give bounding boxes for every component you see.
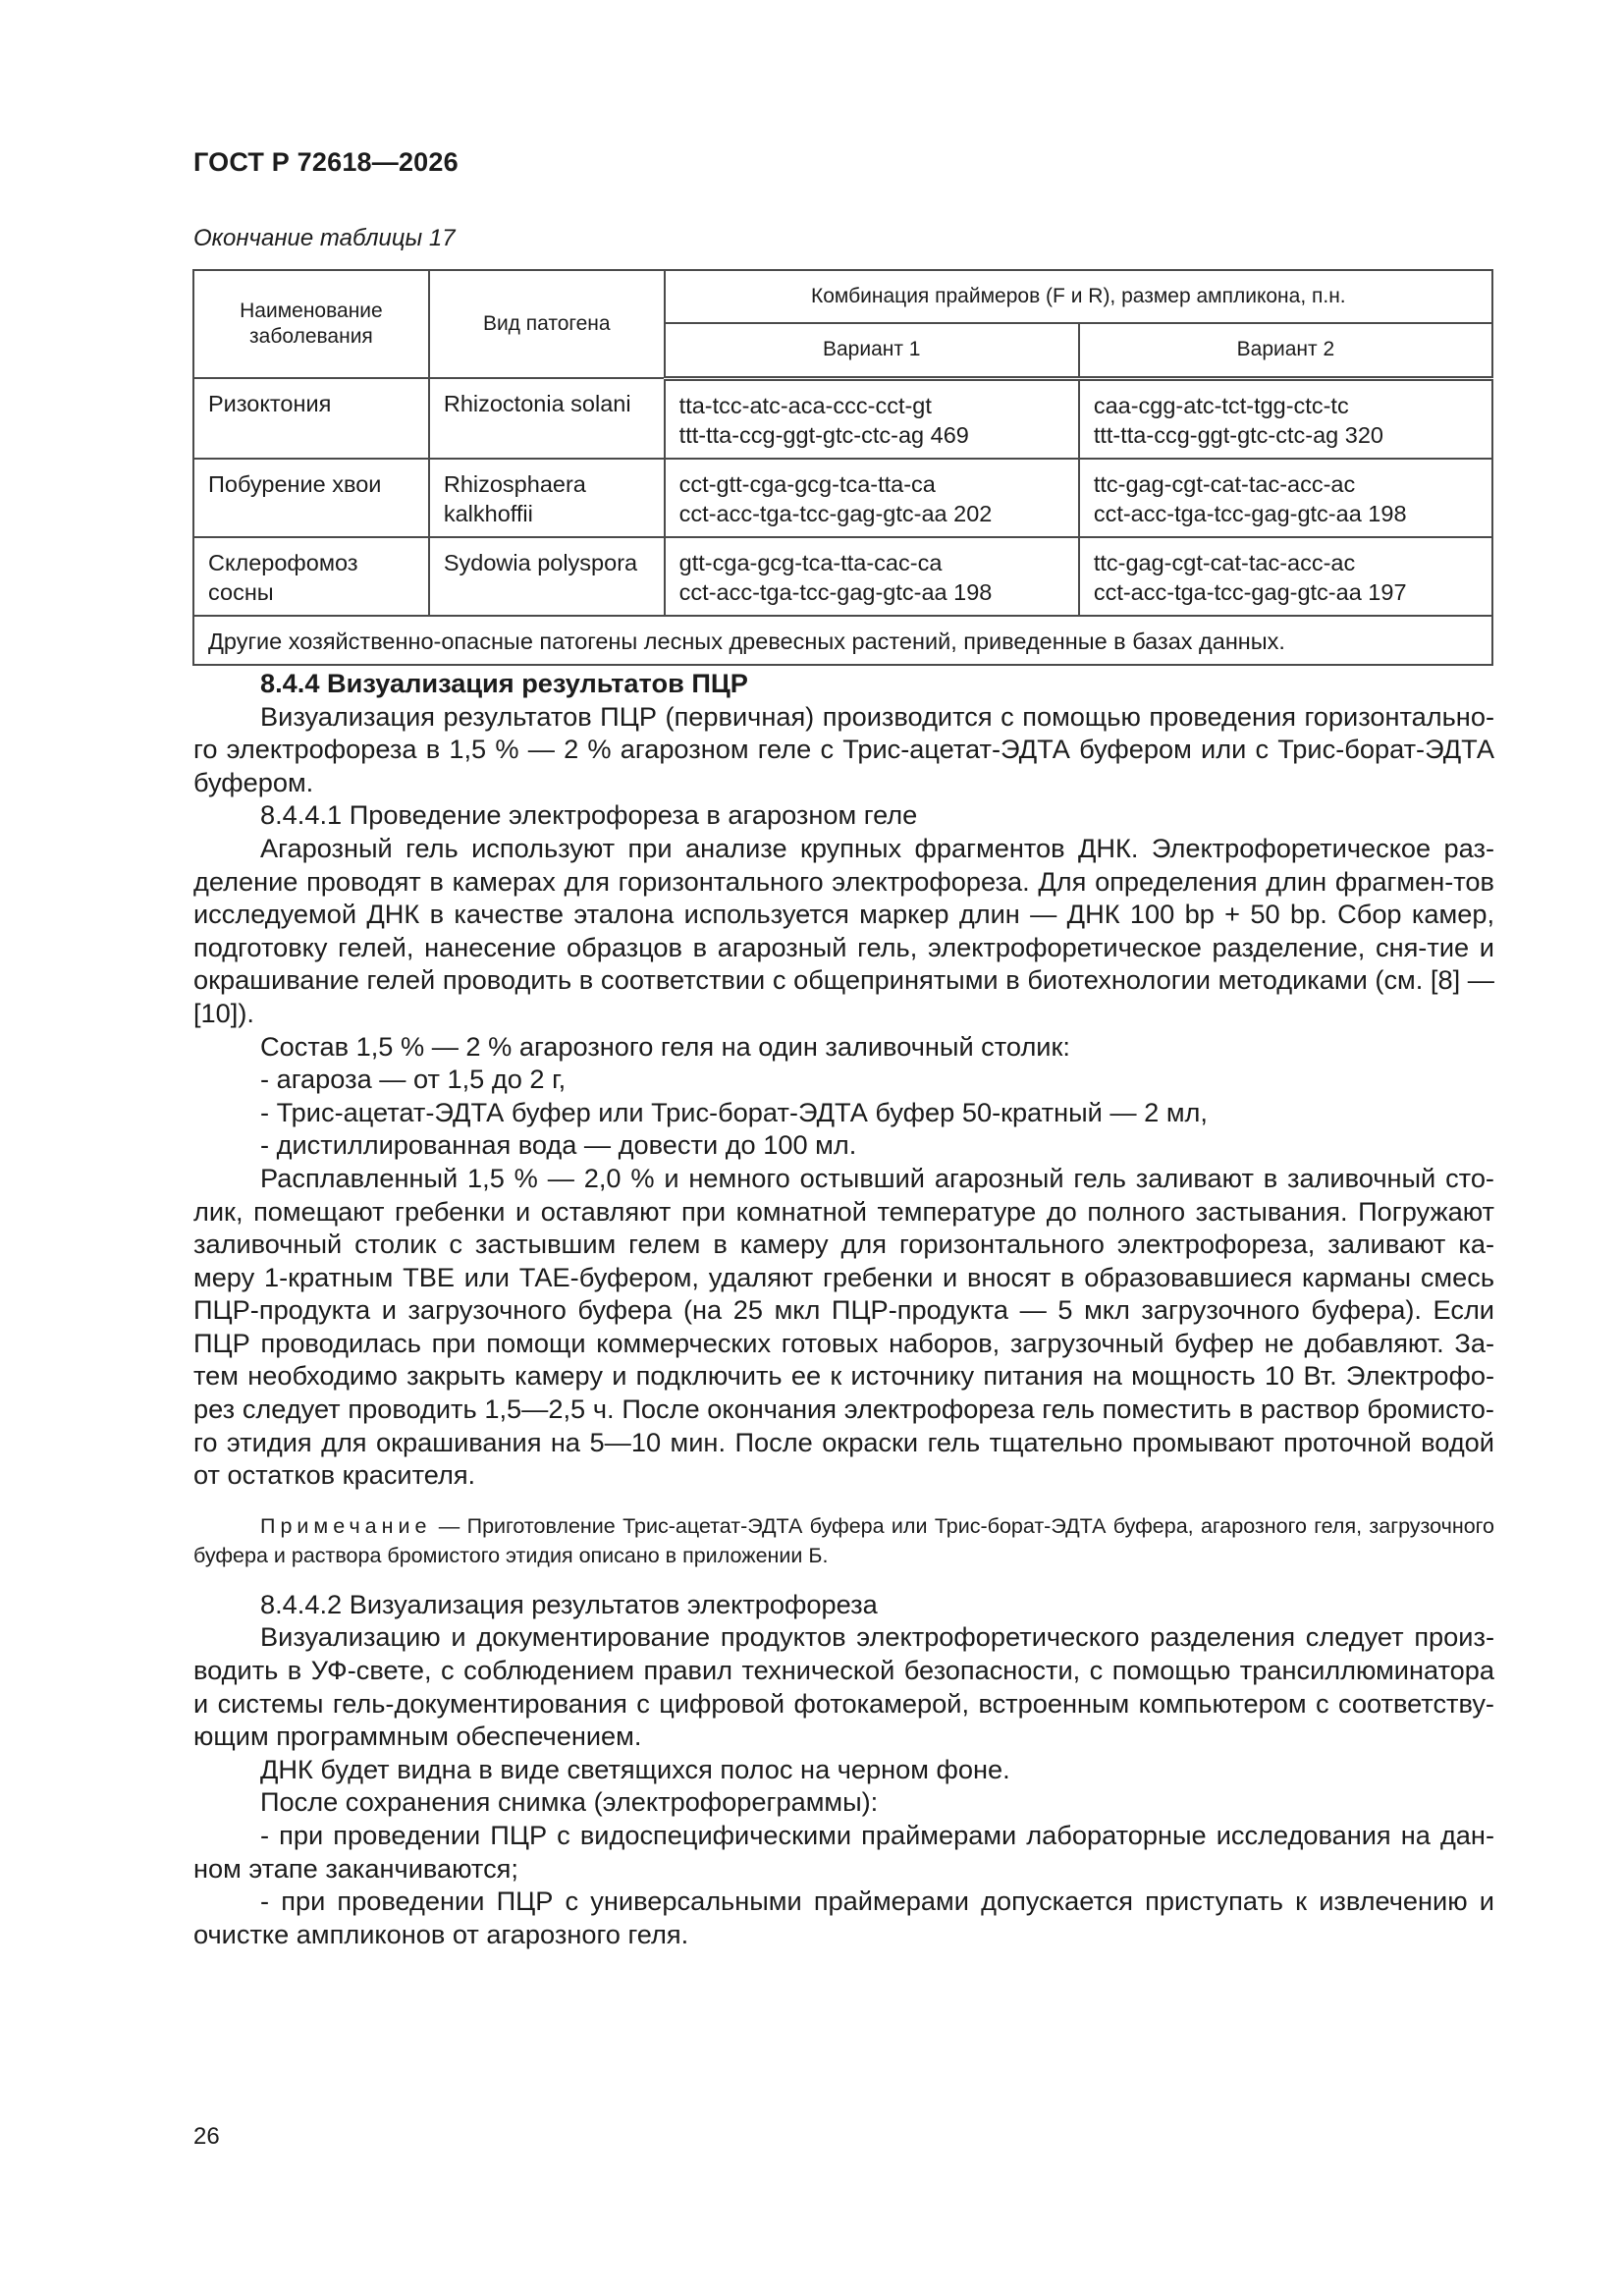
cell-variant-1 [665, 459, 1079, 537]
table-row [193, 378, 1492, 459]
primer-reverse: cct-acc-tga-tcc-gag-gtc-aa 198 [1093, 500, 1407, 526]
cell-disease [193, 459, 429, 537]
paragraph: Визуализацию и документирование продуктов электрофоретического разделения следует произ-водить в УФ-свете, с соблюдением правил технической безопасности, с помощью трансиллюминатора и системы гель-документирования с цифровой фотокамерой, встроенным компьютером с соответству-ющим программным обеспечением. [193, 1621, 1494, 1752]
table-row [193, 537, 1492, 616]
header-pathogen: Вид патогена [429, 270, 665, 378]
paragraph: Агарозный гель используют при анализе крупных фрагментов ДНК. Электрофоретическое раз-деление проводят в камерах для горизонтального электрофореза. Для определения длин фрагмен-тов исследуемой ДНК в качестве эталона используется маркер длин — ДНК 100 bp + 50 bp. Сбор камер, подготовку гелей, нанесение образцов в агарозный гель, электрофоретическое разделение, сня-тие и окрашивание гелей проводить в соответствии с общепринятыми в биотехнологии методиками (см. [8] — [10]). [193, 832, 1494, 1028]
primer-forward: ttc-gag-cgt-cat-tac-acc-ac [1093, 549, 1356, 575]
list-item: - при проведении ПЦР с видоспецифическими праймерами лабораторные исследования на дан-ном этапе заканчиваются; [193, 1820, 1494, 1884]
cell-variant-1 [665, 537, 1079, 616]
header-disease: Наименование заболевания [193, 270, 429, 378]
cell-text: Ризоктония [208, 391, 332, 416]
cell-pathogen [429, 459, 665, 537]
section-title-8-4-4: 8.4.4 Визуализация результатов ПЦР [260, 668, 748, 698]
list-item: - при проведении ПЦР с универсальными праймерами допускается приступать к извлечению и очистке ампликонов от агарозного геля. [193, 1886, 1494, 1949]
cell-pathogen [429, 537, 665, 616]
cell-pathogen [429, 378, 665, 459]
primer-forward: caa-cgg-atc-tct-tgg-ctc-tc [1093, 392, 1349, 418]
paragraph: Визуализация результатов ПЦР (первичная) производится с помощью проведения горизонтально-го электрофореза в 1,5 % — 2 % агарозном геле с Трис-ацетат-ЭДТА буфером или с Трис-борат-ЭДТА буфером. [193, 700, 1494, 797]
note-label: Примечание [260, 1513, 432, 1538]
list-item: - агароза — от 1,5 до 2 г, [260, 1064, 567, 1095]
primer-reverse: ttt-tta-ccg-ggt-gtc-ctc-ag 320 [1093, 421, 1383, 448]
header-variant-1: Вариант 1 [665, 323, 1079, 378]
section-title-8-4-4-1: 8.4.4.1 Проведение электрофореза в агарозном геле [260, 799, 918, 831]
cell-variant-2 [1079, 537, 1492, 616]
section-title-8-4-4-2: 8.4.4.2 Визуализация результатов электрофореза [260, 1588, 878, 1619]
paragraph: После сохранения снимка (электрофореграммы): [260, 1786, 879, 1818]
section-body [193, 667, 1494, 1950]
cell-text: сосны [208, 578, 274, 605]
cell-variant-2 [1079, 378, 1492, 459]
list-item: - Трис-ацетат-ЭДТА буфер или Трис-борат-ЭДТА буфер 50-кратный — 2 мл, [260, 1096, 1208, 1127]
cell-variant-1 [665, 378, 1079, 459]
cell-disease [193, 378, 429, 459]
table-caption: Окончание таблицы 17 [193, 225, 456, 251]
primer-forward: gtt-cga-gcg-tca-tta-cac-ca [678, 549, 943, 575]
cell-variant-2 [1079, 459, 1492, 537]
paragraph: Расплавленный 1,5 % — 2,0 % и немного остывший агарозный гель заливают в заливочный сто-лик, помещают гребенки и оставляют при комнатной температуре до полного застывания. Погружают заливочный столик с застывшим гелем в камеру для горизонтального электрофореза, заливают ка-меру 1-кратным ТВЕ или ТАЕ-буфером, удаляют гребенки и вносят в образовавшиеся карманы смесь ПЦР-продукта и загрузочного буфера (на 25 мкл ПЦР-продукта — 5 мкл загрузочного буфера). Если ПЦР проводилась при помощи коммерческих готовых наборов, загрузочный буфер не добавляют. За-тем необходимо закрыть камеру и подключить ее к источнику питания на мощность 10 Вт. Электрофо-рез следует проводить 1,5—2,5 ч. После окончания электрофореза гель поместить в раствор бромисто-го этидия для окрашивания на 5—10 мин. После окраски гель тщательно промывают проточной водой от остатков красителя. [193, 1162, 1494, 1491]
primer-reverse: cct-acc-tga-tcc-gag-gtc-aa 202 [678, 500, 993, 526]
cell-disease [193, 537, 429, 616]
table-footer-cell: Другие хозяйственно-опасные патогены лесных древесных растений, приведенные в базах данных. [193, 616, 1492, 665]
cell-text: Побурение хвои [208, 470, 382, 497]
document-id: ГОСТ Р 72618—2026 [193, 147, 459, 177]
page-number: 26 [193, 2123, 220, 2150]
primer-forward: cct-gtt-cga-gcg-tca-tta-ca [678, 470, 936, 497]
cell-text: Rhizoctonia solani [443, 391, 631, 416]
primer-reverse: cct-acc-tga-tcc-gag-gtc-aa 197 [1093, 578, 1407, 605]
note [193, 1511, 1494, 1570]
table-footer-row [193, 616, 1492, 665]
cell-text: Rhizosphaera [443, 470, 586, 497]
primer-forward: ttc-gag-cgt-cat-tac-acc-ac [1093, 470, 1356, 497]
paragraph: ДНК будет видна в виде светящихся полос на черном фоне. [260, 1753, 1010, 1784]
primer-table [192, 269, 1493, 666]
list-item: - дистиллированная вода — довести до 100 мл. [260, 1129, 857, 1161]
cell-text: Sydowia polyspora [443, 549, 638, 575]
cell-text: Склерофомоз [208, 549, 358, 575]
cell-text: kalkhoffii [443, 500, 533, 526]
table-header-row [193, 270, 1492, 323]
primer-reverse: cct-acc-tga-tcc-gag-gtc-aa 198 [678, 578, 993, 605]
header-variant-2: Вариант 2 [1079, 323, 1492, 378]
primer-reverse: ttt-tta-ccg-ggt-gtc-ctc-ag 469 [678, 421, 969, 448]
paragraph: Состав 1,5 % — 2 % агарозного геля на один заливочный столик: [260, 1030, 1070, 1062]
table-row [193, 459, 1492, 537]
header-primer-combination: Комбинация праймеров (F и R), размер ампликона, п.н. [665, 270, 1492, 323]
primer-forward: tta-tcc-atc-aca-ccc-cct-gt [678, 392, 932, 418]
note-text: — Приготовление Трис-ацетат-ЭДТА буфера или Трис-борат-ЭДТА буфера, агарозного геля, загрузочного буфера и раствора бромистого этидия описано в приложении Б. [193, 1513, 1494, 1567]
